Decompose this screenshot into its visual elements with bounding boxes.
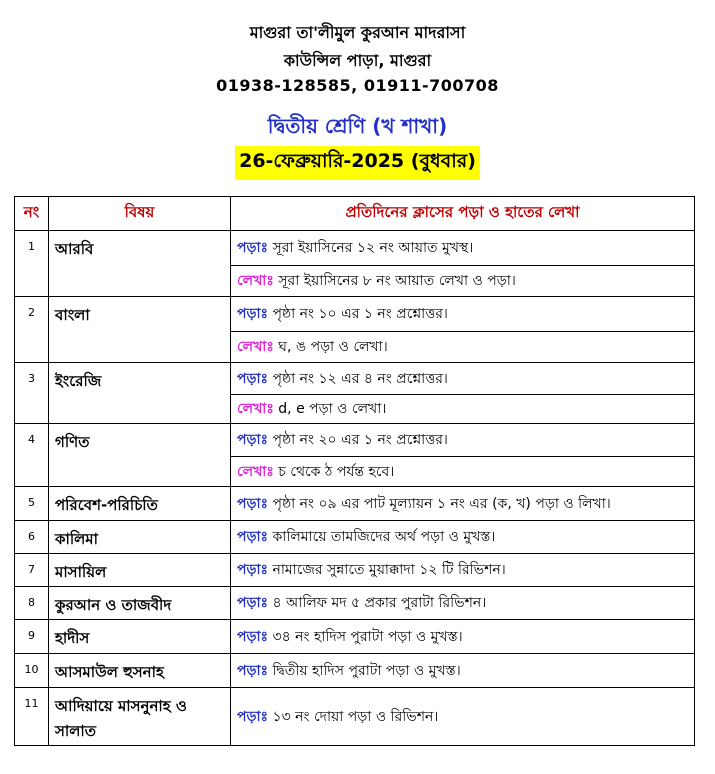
reading-label: পড়াঃ: [237, 432, 269, 448]
subject-name: আরবি: [49, 231, 231, 297]
row-number: 4: [15, 424, 49, 487]
reading-label: পড়াঃ: [237, 370, 269, 387]
writing-label: লেখাঃ: [237, 401, 274, 417]
reading-task: [231, 587, 695, 620]
writing-text: d, e পড়া ও লেখা।: [278, 401, 387, 417]
date-banner: [0, 146, 715, 180]
reading-task: [231, 688, 695, 746]
reading-label: পড়াঃ: [237, 529, 269, 545]
reading-label: পড়াঃ: [237, 495, 269, 512]
reading-label: পড়াঃ: [237, 628, 269, 645]
column-header-lesson: প্রতিদিনের ক্লাসের পড়া ও হাতের লেখা: [231, 197, 695, 231]
reading-task: [231, 487, 695, 521]
reading-text: পৃষ্ঠা নং ২০ এর ১ নং প্রশ্নোত্তর।: [272, 432, 448, 448]
reading-text: ৪ আলিফ মদ ৫ প্রকার পুরাটা রিভিশন।: [272, 595, 487, 611]
row-number: 1: [15, 231, 49, 297]
reading-label: পড়াঃ: [237, 662, 269, 679]
subject-name: বাংলা: [49, 297, 231, 363]
reading-task: [231, 231, 695, 266]
date-text: 26-ফেব্রুয়ারি-2025 (বুধবার): [235, 146, 480, 180]
table-row: [15, 620, 695, 654]
reading-task: [231, 620, 695, 654]
table-row: [15, 297, 695, 332]
subject-name: পরিবেশ-পরিচিতি: [49, 487, 231, 521]
writing-text: সূরা ইয়াসিনের ৮ নং আয়াত লেখা ও পড়া।: [278, 273, 516, 289]
table-row: [15, 554, 695, 587]
column-header-number: নং: [15, 197, 49, 231]
reading-text: পৃষ্ঠা নং ১২ এর ৪ নং প্রশ্নোত্তর।: [272, 370, 448, 387]
reading-task: [231, 654, 695, 688]
institution-name: মাগুরা তা'লীমুল কুরআন মাদরাসা: [249, 23, 466, 42]
table-row: [15, 688, 695, 746]
writing-task: [231, 457, 695, 487]
row-number: 7: [15, 554, 49, 587]
reading-label: পড়াঃ: [237, 240, 269, 256]
row-number: 11: [15, 688, 49, 746]
writing-label: লেখাঃ: [237, 273, 274, 289]
subject-name: আসমাউল হুসনাহ: [49, 654, 231, 688]
reading-task: [231, 554, 695, 587]
subject-name: আদিয়ায়ে মাসনুনাহ ও সালাত: [49, 688, 231, 746]
reading-text: কালিমায়ে তামজিদের অর্থ পড়া ও মুখস্ত।: [272, 529, 496, 545]
writing-text: চ থেকে ঠ পর্যন্ত হবে।: [278, 463, 395, 480]
row-number: 6: [15, 521, 49, 554]
table-row: [15, 424, 695, 457]
table-row: [15, 363, 695, 395]
subject-name: ইংরেজি: [49, 363, 231, 424]
reading-task: [231, 521, 695, 554]
writing-task: [231, 332, 695, 363]
reading-text: নামাজের সুন্নাতে মুয়াক্কাদা ১২ টি রিভিশন।: [272, 562, 506, 578]
writing-task: [231, 395, 695, 424]
reading-text: পৃষ্ঠা নং ১০ এর ১ নং প্রশ্নোত্তর।: [272, 306, 448, 322]
subject-name: কুরআন ও তাজবীদ: [49, 587, 231, 620]
reading-text: সূরা ইয়াসিনের ১২ নং আয়াত মুখস্থ।: [272, 240, 474, 256]
reading-label: পড়াঃ: [237, 595, 269, 611]
table-row: [15, 231, 695, 266]
table-header-row: [15, 197, 695, 231]
reading-task: [231, 363, 695, 395]
subject-name: হাদীস: [49, 620, 231, 654]
subject-name: মাসায়িল: [49, 554, 231, 587]
writing-task: [231, 266, 695, 297]
subject-name: কালিমা: [49, 521, 231, 554]
column-header-subject: বিষয়: [49, 197, 231, 231]
reading-text: দ্বিতীয় হাদিস পুরাটা পড়া ও মুখস্ত।: [272, 662, 461, 679]
row-number: 5: [15, 487, 49, 521]
table-row: [15, 521, 695, 554]
row-number: 3: [15, 363, 49, 424]
reading-label: পড়াঃ: [237, 562, 269, 578]
row-number: 8: [15, 587, 49, 620]
reading-label: পড়াঃ: [237, 708, 269, 725]
subject-name: গণিত: [49, 424, 231, 487]
writing-label: লেখাঃ: [237, 463, 274, 480]
writing-text: ঘ, ঙ পড়া ও লেখা।: [278, 339, 388, 355]
writing-label: লেখাঃ: [237, 339, 274, 355]
reading-task: [231, 297, 695, 332]
institution-address: কাউন্সিল পাড়া, মাগুরা: [283, 51, 432, 70]
table-body: [15, 231, 695, 746]
row-number: 2: [15, 297, 49, 363]
reading-label: পড়াঃ: [237, 306, 269, 322]
class-title: দ্বিতীয় শ্রেণি (খ শাখা): [267, 114, 448, 138]
reading-text: ৩৪ নং হাদিস পুরাটা পড়া ও মুখস্ত।: [272, 628, 463, 645]
reading-task: [231, 424, 695, 457]
table-row: [15, 487, 695, 521]
row-number: 9: [15, 620, 49, 654]
reading-text: ১৩ নং দোয়া পড়া ও রিভিশন।: [272, 708, 439, 725]
phone-numbers: 01938-128585, 01911-700708: [216, 76, 499, 95]
table-row: [15, 654, 695, 688]
row-number: 10: [15, 654, 49, 688]
table-row: [15, 587, 695, 620]
lesson-table: [14, 196, 695, 746]
reading-text: পৃষ্ঠা নং ০৯ এর পাট মূল্যায়ন ১ নং এর (ক, খ) পড়া ও লিখা।: [272, 495, 611, 512]
